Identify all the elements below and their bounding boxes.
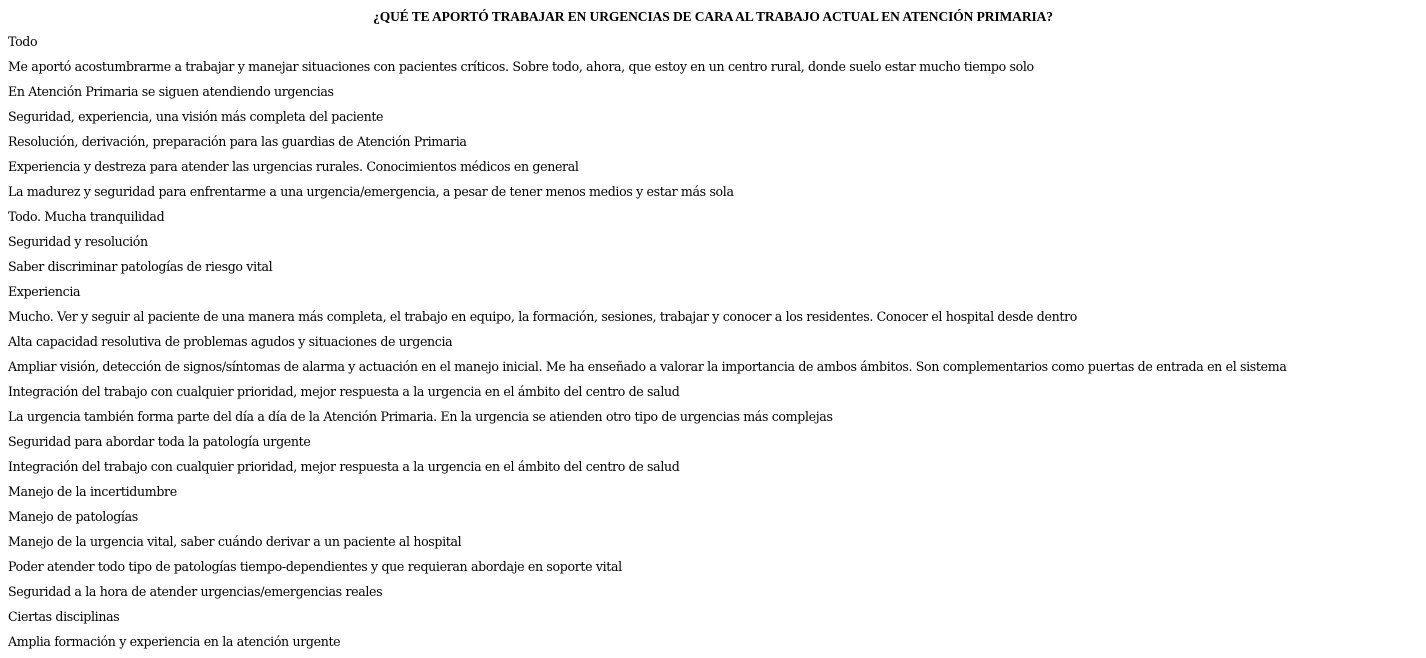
response-row: Amplia formación y experiencia en la atención urgente — [8, 634, 341, 649]
response-row: Resolución, derivación, preparación para las guardias de Atención Primaria — [8, 134, 467, 149]
response-row: Experiencia y destreza para atender las urgencias rurales. Conocimientos médicos en general — [8, 159, 579, 174]
response-row: Me aportó acostumbrarme a trabajar y manejar situaciones con pacientes críticos. Sobre todo, ahora, que estoy en un centro rural, donde suelo estar mucho tiempo solo — [8, 59, 1034, 74]
table-title: ¿QUÉ TE APORTÓ TRABAJAR EN URGENCIAS DE CARA AL TRABAJO ACTUAL EN ATENCIÓN PRIMARIA? — [373, 9, 1053, 24]
response-row: Todo — [8, 34, 38, 49]
response-row: Seguridad a la hora de atender urgencias/emergencias reales — [8, 584, 383, 599]
response-row: Seguridad para abordar toda la patología urgente — [8, 434, 311, 449]
response-row: Integración del trabajo con cualquier prioridad, mejor respuesta a la urgencia en el ámbito del centro de salud — [8, 384, 680, 399]
response-row: Integración del trabajo con cualquier prioridad, mejor respuesta a la urgencia en el ámbito del centro de salud — [8, 459, 680, 474]
response-row: Ciertas disciplinas — [8, 609, 120, 624]
response-row: La urgencia también forma parte del día a día de la Atención Primaria. En la urgencia se atienden otro tipo de urgencias más complejas — [8, 409, 833, 424]
response-row: Manejo de la incertidumbre — [8, 484, 177, 499]
response-row: Manejo de la urgencia vital, saber cuándo derivar a un paciente al hospital — [8, 534, 462, 549]
response-row: Seguridad, experiencia, una visión más completa del paciente — [8, 109, 384, 124]
response-row: Saber discriminar patologías de riesgo vital — [8, 259, 273, 274]
response-row: Seguridad y resolución — [8, 234, 148, 249]
responses-list — [8, 31, 1287, 656]
response-row: Experiencia — [8, 284, 81, 299]
response-row: En Atención Primaria se siguen atendiendo urgencias — [8, 84, 334, 99]
response-row: Manejo de patologías — [8, 509, 138, 524]
response-row: Ampliar visión, detección de signos/síntomas de alarma y actuación en el manejo inicial. Me ha enseñado a valorar la importancia de ambos ámbitos. Son complementarios como puertas de entrada en el sistema — [8, 359, 1287, 374]
response-row: La madurez y seguridad para enfrentarme a una urgencia/emergencia, a pesar de tener menos medios y estar más sola — [8, 184, 734, 199]
response-row: Alta capacidad resolutiva de problemas agudos y situaciones de urgencia — [8, 334, 453, 349]
response-row: Todo. Mucha tranquilidad — [8, 209, 165, 224]
response-row: Mucho. Ver y seguir al paciente de una manera más completa, el trabajo en equipo, la formación, sesiones, trabajar y conocer a los residentes. Conocer el hospital desde dentro — [8, 309, 1077, 324]
response-row: Poder atender todo tipo de patologías tiempo-dependientes y que requieran abordaje en soporte vital — [8, 559, 622, 574]
